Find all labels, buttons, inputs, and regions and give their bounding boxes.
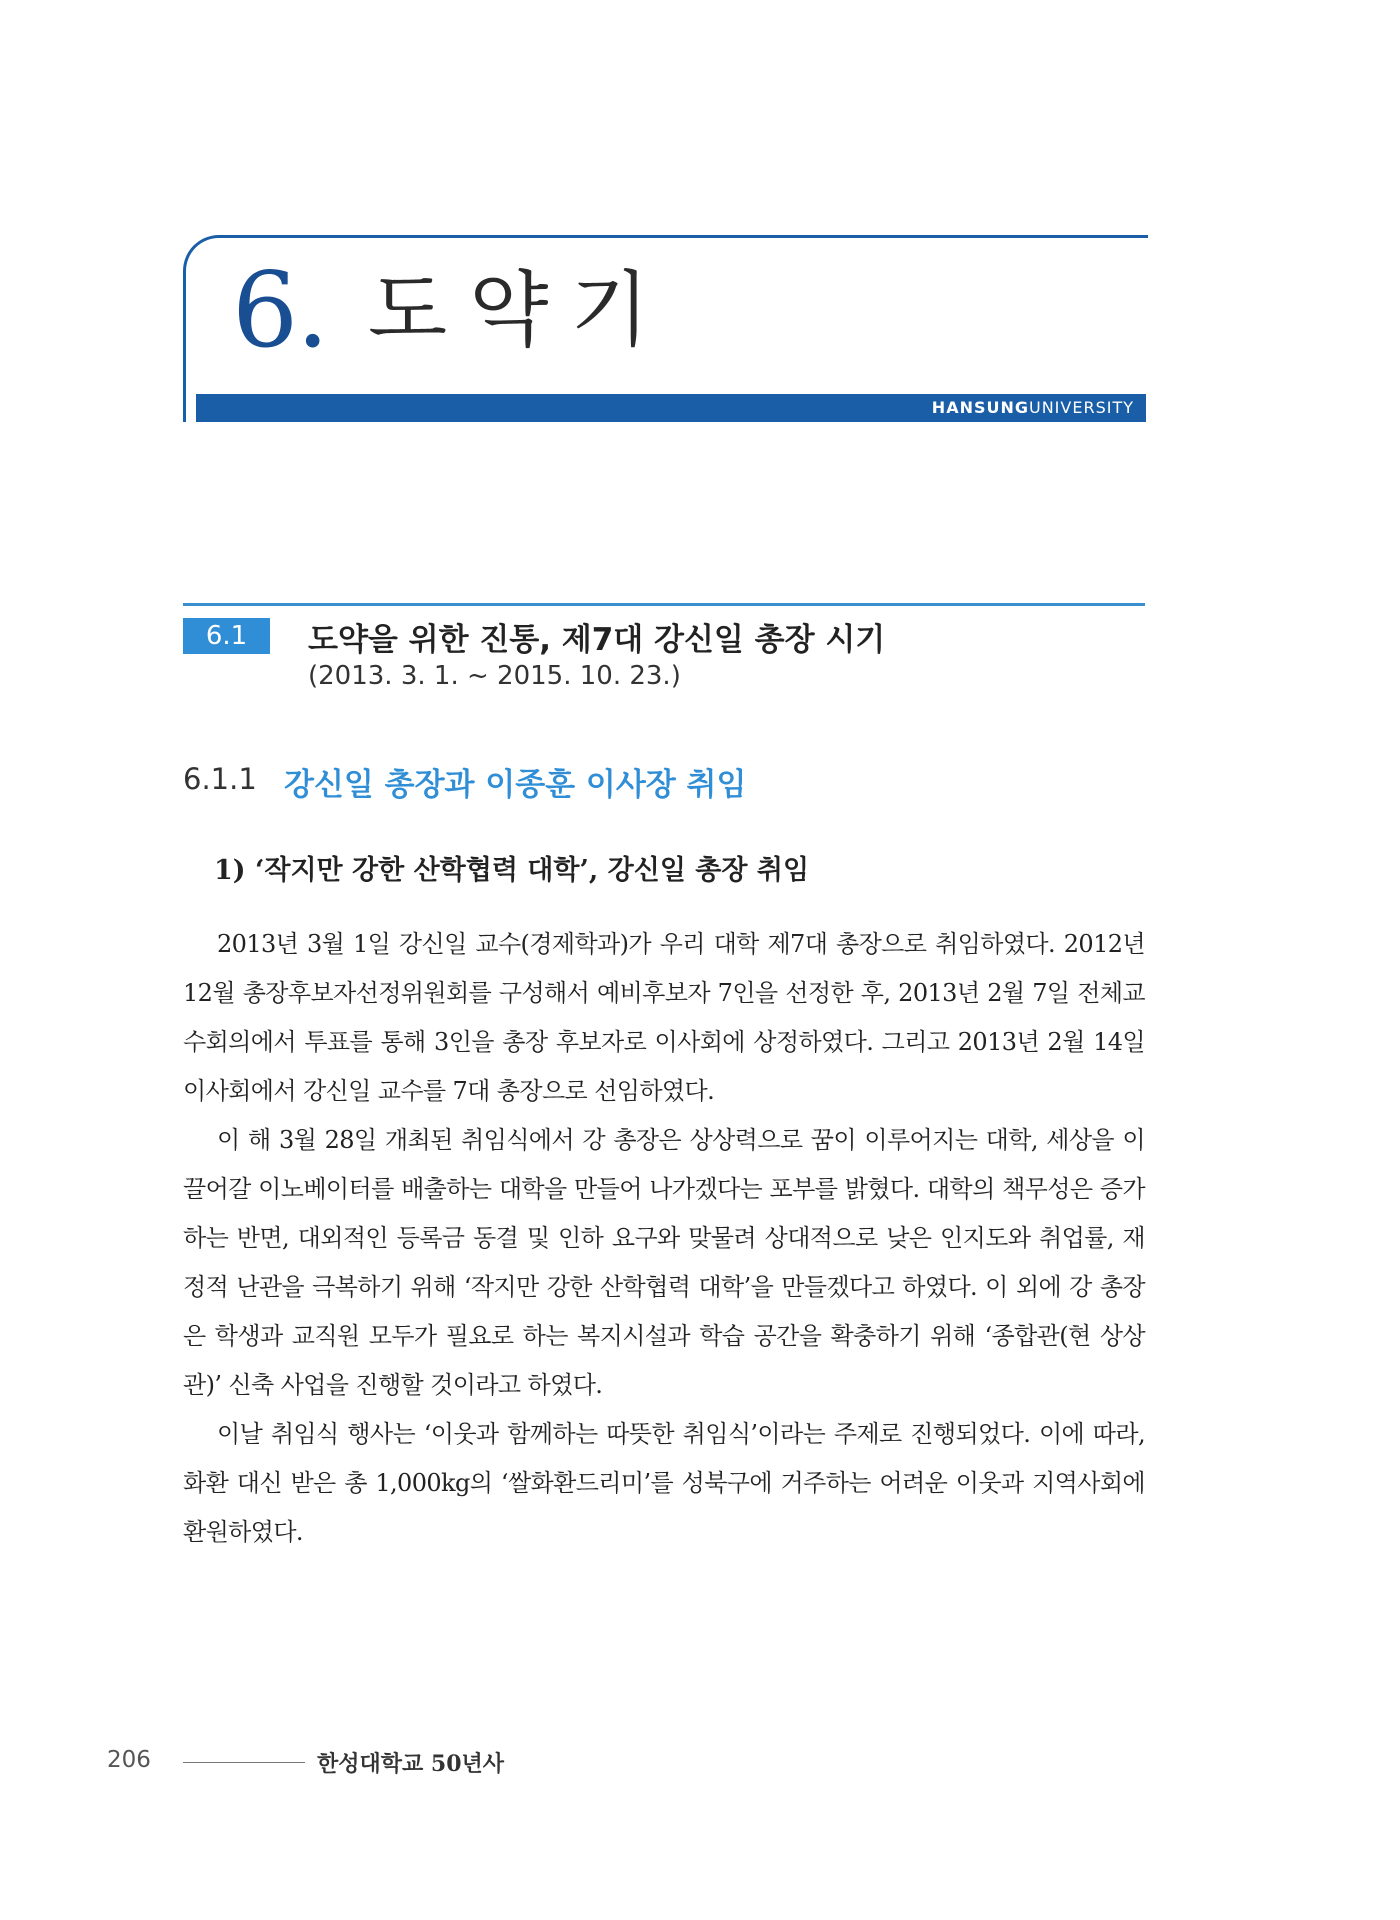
brand-bold: HANSUNG [931,398,1029,417]
page-number: 206 [107,1747,151,1773]
section-number: 6.1 [183,618,270,654]
chapter-title: 도약기 [368,263,672,358]
paragraph: 이 해 3월 28일 개최된 취임식에서 강 총장은 상상력으로 꿈이 이루어지는 대학, 세상을 이끌어갈 이노베이터를 배출하는 대학을 만들어 나가겠다는 포부를 밝혔다. 대학의 책무성은 증가하는 반면, 대외적인 등록금 동결 및 인하 요구와 맞물려 상대적으로 낮은 인지도와 취업률, 재정적 난관을 극복하기 위해 ‘작지만 강한 산학협력 대학’을 만들겠다고 하였다. 이 외에 강 총장은 학생과 교직원 모두가 필요로 하는 복지시설과 학습 공간을 확충하기 위해 ‘종합관(현 상상관)’ 신축 사업을 진행할 것이라고 하였다. [183,1126,1145,1399]
subsection-title: 강신일 총장과 이종훈 이사장 취임 [284,767,747,803]
section-date-range: (2013. 3. 1. ~ 2015. 10. 23.) [308,661,681,691]
subsubsection-title: 1) ‘작지만 강한 산학협력 대학’, 강신일 총장 취임 [214,855,810,886]
university-brand [932,399,1134,417]
body-text [183,920,1145,1557]
subsection-number: 6.1.1 [183,762,257,796]
chapter-banner [196,394,1146,422]
footer-rule [183,1762,305,1763]
brand-light: UNIVERSITY [1029,398,1134,417]
paragraph: 이날 취임식 행사는 ‘이웃과 함께하는 따뜻한 취임식’이라는 주제로 진행되었다. 이에 따라, 화환 대신 받은 총 1,000kg의 ‘쌀화환드리미’를 성북구에 거주하는 어려운 이웃과 지역사회에 환원하였다. [183,1420,1145,1546]
section-divider [183,603,1145,606]
paragraph: 2013년 3월 1일 강신일 교수(경제학과)가 우리 대학 제7대 총장으로 취임하였다. 2012년 12월 총장후보자선정위원회를 구성해서 예비후보자 7인을 선정한 후, 2013년 2월 7일 전체교수회의에서 투표를 통해 3인을 총장 후보자로 이사회에 상정하였다. 그리고 2013년 2월 14일 이사회에서 강신일 교수를 7대 총장으로 선임하였다. [183,930,1145,1105]
chapter-number: 6. [232,249,328,371]
section-title: 도약을 위한 진통, 제7대 강신일 총장 시기 [308,622,886,658]
footer-book-title: 한성대학교 50년사 [317,1751,505,1777]
